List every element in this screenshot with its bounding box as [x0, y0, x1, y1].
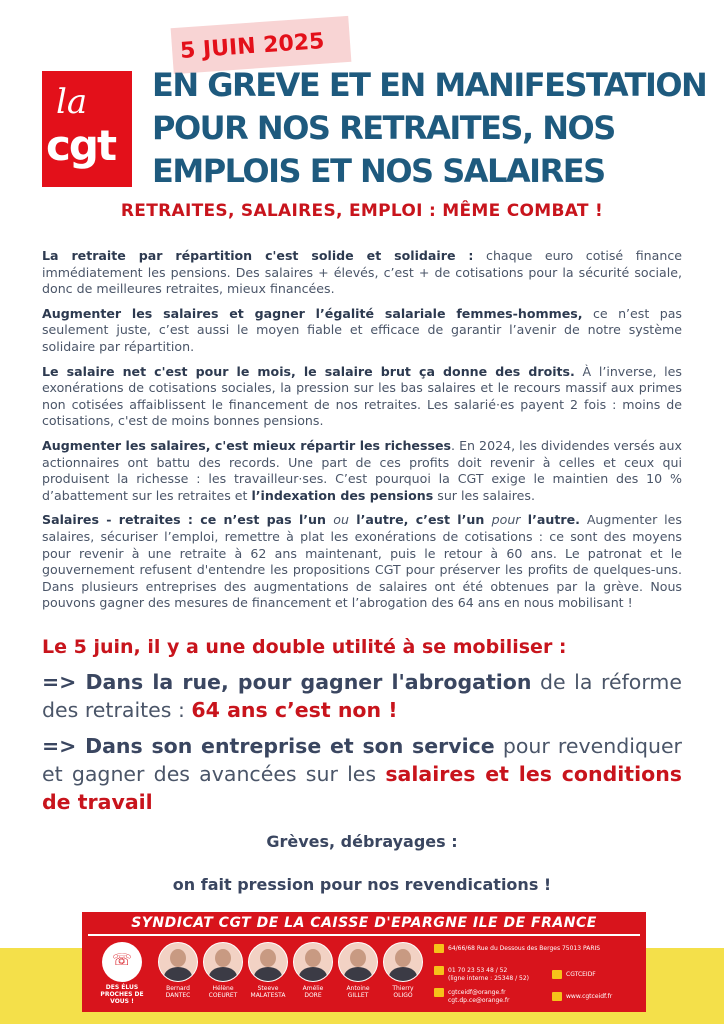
- body-text: [42, 248, 682, 620]
- badge-slogan: DES ÉLUS PROCHES DE VOUS !: [100, 984, 144, 1005]
- monitor-icon: [552, 992, 562, 1001]
- website-text: www.cgtceidf.fr: [566, 993, 613, 1000]
- logo-text-la: la: [56, 82, 88, 122]
- date-tag: 5 JUIN 2025: [179, 28, 326, 65]
- call-company: [42, 732, 682, 816]
- avatar: [203, 942, 243, 982]
- footer-badge: [90, 942, 154, 1008]
- person-card: [158, 942, 198, 999]
- phone-handset-icon: ☏: [111, 950, 132, 969]
- paragraph-5-bold-a: Salaires - retraites : ce n’est pas l’un: [42, 512, 334, 528]
- call-street-bold: => Dans la rue, pour gagner l'abrogation: [42, 670, 532, 694]
- paragraph-5-italic-b: pour: [491, 512, 521, 528]
- footer-divider: [88, 934, 640, 936]
- avatar: [383, 942, 423, 982]
- email-1: cgtceidf@orange.fr: [448, 989, 506, 996]
- logo-text-cgt: cgt: [46, 121, 116, 170]
- paragraph-5-bold-c: l’autre.: [520, 512, 580, 528]
- paragraph-4-bold-2: l’indexation des pensions: [251, 487, 434, 503]
- paragraph-2-bold: Augmenter les salaires et gagner l’égalité salariale femmes-hommes,: [42, 305, 583, 321]
- person-card: [338, 942, 378, 999]
- footer-title: SYNDICAT CGT DE LA CAISSE D'EPARGNE ILE DE FRANCE: [131, 915, 597, 931]
- phone-icon: [434, 966, 444, 975]
- paragraph-2-text: ce n’est pas seulement juste, c’est aussi le moyen fiable et efficace de garantir l’avenir de notre système solidaire par répartition.: [42, 305, 682, 354]
- cgt-logo: [42, 71, 132, 187]
- footer-banner: [82, 912, 646, 1012]
- address-row: [434, 944, 634, 953]
- house-icon: [434, 944, 444, 953]
- paragraph-4-text: . En 2024, les dividendes versés aux actionnaires ont battu des records. Une part de ces profits doit revenir à celles et ceux qui produisent la richesse : les travailleur·ses. C’est pourquoi la CGT exige le maintien des 10 % d’abattement sur les retraites et: [42, 437, 682, 503]
- headline: [152, 64, 712, 193]
- mail-icon: [434, 988, 444, 997]
- paragraph-1-text: chaque euro cotisé finance immédiatement les pensions. Des salaires + élevés, c’est + de cotisations pour la sécurité sociale, donc de meilleures retraites, mieux financées.: [42, 248, 682, 297]
- subtitle: RETRAITES, SALAIRES, EMPLOI : MÊME COMBAT !: [120, 201, 604, 221]
- avatar: [293, 942, 333, 982]
- avatar: [338, 942, 378, 982]
- paragraph-1: [42, 248, 682, 298]
- headline-line: EN GREVE ET EN MANIFESTATION: [152, 66, 707, 104]
- call-street: [42, 668, 682, 724]
- paragraph-2: [42, 306, 682, 356]
- person-name: Amélie DORE: [302, 985, 324, 999]
- paragraph-4: [42, 438, 682, 504]
- email-2: cgt.dp.ce@orange.fr: [448, 997, 510, 1004]
- headline-line: POUR NOS RETRAITES, NOS: [152, 109, 615, 147]
- paragraph-1-bold: La retraite par répartition c'est solide et solidaire :: [42, 248, 474, 263]
- paragraph-5-bold-b: l’autre, c’est l’un: [348, 512, 492, 528]
- person-card: [293, 942, 333, 999]
- paragraph-5: [42, 512, 682, 612]
- paragraph-3-text: À l’inverse, les exonérations de cotisations sociales, la pression sur les bas salaires et le recours massif aux primes non cotisées affaiblissent le financement de nos retraites. Les salarié·es payent 2 fois : moins de cotisations, c'est de moins bonnes pensions.: [42, 363, 682, 429]
- call-company-text: pour revendiquer et gagner des avancées sur les: [42, 734, 682, 786]
- person-name: Thierry OLIGO: [392, 985, 414, 999]
- call-street-text: de la réforme des retraites :: [42, 670, 682, 722]
- closing-line-2: on fait pression pour nos revendications !: [172, 875, 552, 894]
- person-name: Steeve MALATESTA: [250, 985, 286, 999]
- person-name: Hélène COEURET: [208, 985, 238, 999]
- paragraph-3-bold: Le salaire net c'est pour le mois, le salaire brut ça donne des droits.: [42, 363, 575, 379]
- person-card: [248, 942, 288, 999]
- closing-line-1: Grèves, débrayages :: [266, 832, 458, 851]
- website-row[interactable]: [552, 992, 642, 1001]
- paragraph-3: [42, 364, 682, 430]
- address-text: 64/66/68 Rue du Dessous des Berges 75013 PARIS: [448, 945, 601, 952]
- avatar: [248, 942, 288, 982]
- badge-circle: [102, 942, 142, 982]
- headline-line: EMPLOIS ET NOS SALAIRES: [152, 152, 605, 190]
- person-name: Antoine GILLET: [346, 985, 370, 999]
- paragraph-5-text: Augmenter les salaires, sécuriser l’emploi, remettre à plat les exonérations de cotisations : ce sont des moyens pour revenir à une retraite à 62 ans maintenant, puis le retour à 60 ans. Le patronat et le gouvernement refusent d'entendre les propositions CGT pour préserver les profits de quelques-uns. Dans plusieurs entreprises des augmentations de salaires ont été obtenues par la grève. Nous pouvons gagner des mesures de financement et l’abrogation des 64 ans en nous mobilisant !: [42, 512, 682, 611]
- paragraph-4-end: sur les salaires.: [433, 487, 535, 503]
- phone-internal-text: (ligne interne : 25348 / 52): [448, 975, 529, 982]
- call-company-red: salaires et les conditions de travail: [42, 762, 682, 814]
- paragraph-4-bold: Augmenter les salaires, c'est mieux répartir les richesses: [42, 437, 452, 453]
- paragraph-5-italic-a: ou: [333, 512, 349, 528]
- phone-row: [434, 966, 544, 983]
- email-row[interactable]: [434, 988, 544, 1005]
- person-card: [383, 942, 423, 999]
- facebook-text: CGTCEIDF: [566, 971, 596, 978]
- call-title: Le 5 juin, il y a une double utilité à se mobiliser :: [42, 636, 567, 658]
- person-name: Bernard DANTEC: [165, 985, 191, 999]
- call-street-red: 64 ans c’est non !: [191, 698, 398, 722]
- facebook-icon: [552, 970, 562, 979]
- call-company-bold: => Dans son entreprise et son service: [42, 734, 495, 758]
- person-card: [203, 942, 243, 999]
- phone-text: 01 70 23 53 48 / 52: [448, 967, 508, 974]
- facebook-row[interactable]: [552, 970, 642, 979]
- avatar: [158, 942, 198, 982]
